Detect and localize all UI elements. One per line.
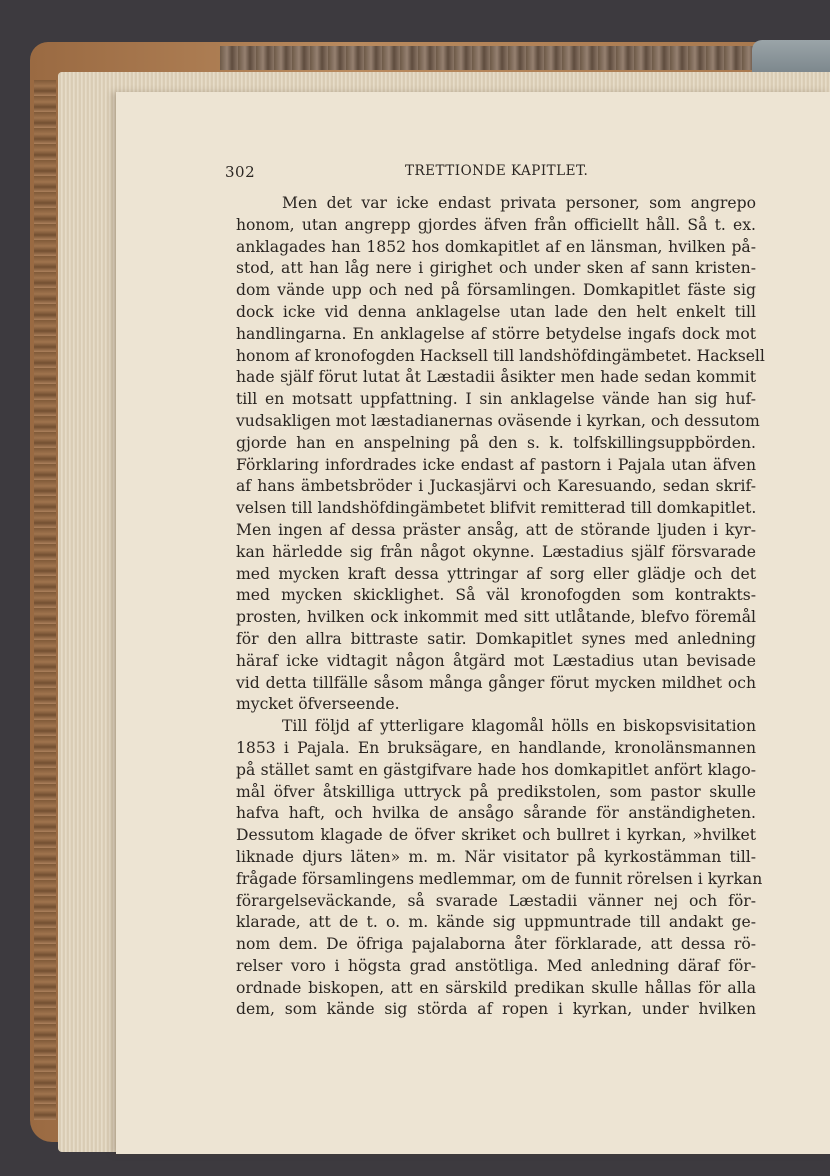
- text-line: Men det var icke endast privata personer, som angrepo: [282, 194, 756, 212]
- page-number: 302: [225, 163, 256, 181]
- text-line: klarade, att de t. o. m. kände sig uppmuntrade till andakt ge-: [236, 913, 756, 932]
- text-line: Förklaring infordrades icke endast af pastorn i Pajala utan äfven: [236, 455, 756, 474]
- text-line: Men ingen af dessa präster ansåg, att de störande ljuden i kyr-: [236, 520, 756, 539]
- marbled-edge: [34, 80, 56, 1120]
- text-line: honom af kronofogden Hacksell till landshöfdingämbetet. Hacksell: [236, 346, 765, 365]
- text-line: hafva haft, och hvilka de ansågo sårande för anständigheten.: [236, 804, 756, 823]
- text-line: ordnade biskopen, att en särskild predikan skulle hållas för alla: [236, 978, 756, 997]
- text-line: mycket öfverseende.: [236, 695, 400, 714]
- text-line: dom vände upp och ned på församlingen. Domkapitlet fäste sig: [236, 281, 756, 300]
- text-line: af hans ämbetsbröder i Juckasjärvi och Karesuando, sedan skrif-: [236, 477, 756, 496]
- text-line: hade själf förut lutat åt Læstadii åsikter men hade sedan kommit: [236, 368, 756, 387]
- page-header: [225, 163, 785, 187]
- text-line: dem, som kände sig störda af ropen i kyrkan, under hvilken: [236, 1000, 756, 1019]
- text-line: anklagades han 1852 hos domkapitlet af en länsman, hvilken på-: [236, 237, 756, 256]
- text-line: med mycken skicklighet. Så väl kronofogden som kontrakts-: [236, 586, 756, 605]
- text-line: frågade församlingens medlemmar, om de funnit rörelsen i kyrkan: [236, 869, 763, 888]
- text-line: vudsakligen mot læstadianernas oväsende i kyrkan, och dessutom: [236, 411, 760, 430]
- text-line: mål öfver åtskilliga uttryck på predikstolen, som pastor skulle: [236, 782, 756, 801]
- body-text: [236, 193, 765, 1021]
- text-line: 1853 i Pajala. En bruksägare, en handlande, kronolänsmannen: [236, 738, 756, 757]
- text-line: nom dem. De öfriga pajalaborna åter förklarade, att dessa rö-: [236, 935, 756, 954]
- text-line: till en motsatt uppfattning. I sin anklagelse vände han sig huf-: [236, 390, 756, 409]
- running-head: TRETTIONDE KAPITLET.: [405, 163, 589, 179]
- marbled-top-edge: [220, 46, 760, 70]
- text-line: honom, utan angrepp gjordes äfven från officiellt håll. Så t. ex.: [236, 215, 756, 234]
- text-line: gjorde han en anspelning på den s. k. tolfskillingsuppbörden.: [236, 433, 756, 452]
- text-line: förargelseväckande, så svarade Læstadii vänner nej och för-: [236, 891, 756, 910]
- text-line: relser voro i högsta grad anstötliga. Med anledning däraf för-: [236, 956, 756, 975]
- text-line: Till följd af ytterligare klagomål hölls en biskopsvisitation: [282, 717, 756, 736]
- text-line: kan härledde sig från något okynne. Læstadius själf försvarade: [236, 542, 756, 561]
- text-line: för den allra bittraste satir. Domkapitlet synes med anledning: [236, 629, 756, 648]
- text-line: velsen till landshöfdingämbetet blifvit remitterad till domkapitlet.: [236, 499, 757, 518]
- text-line: häraf icke vidtagit någon åtgärd mot Læstadius utan bevisade: [236, 651, 756, 670]
- text-line: på stället samt en gästgifvare hade hos domkapitlet anfört klago-: [236, 760, 756, 779]
- text-line: med mycken kraft dessa yttringar af sorg eller glädje och det: [236, 564, 756, 583]
- text-line: liknade djurs läten» m. m. När visitator på kyrkostämman till-: [236, 847, 756, 866]
- text-line: dock icke vid denna anklagelse utan lade den helt enkelt till: [236, 302, 756, 321]
- text-line: Dessutom klagade de öfver skriket och bullret i kyrkan, »hvilket: [236, 826, 756, 845]
- text-line: stod, att han låg nere i girighet och under sken af sann kristen-: [236, 259, 756, 278]
- text-line: handlingarna. En anklagelse af större betydelse ingafs dock mot: [236, 324, 756, 343]
- text-line: vid detta tillfälle såsom många gånger förut mycken mildhet och: [236, 673, 756, 692]
- text-line: prosten, hvilken ock inkommit med sitt utlåtande, blefvo föremål: [236, 608, 756, 627]
